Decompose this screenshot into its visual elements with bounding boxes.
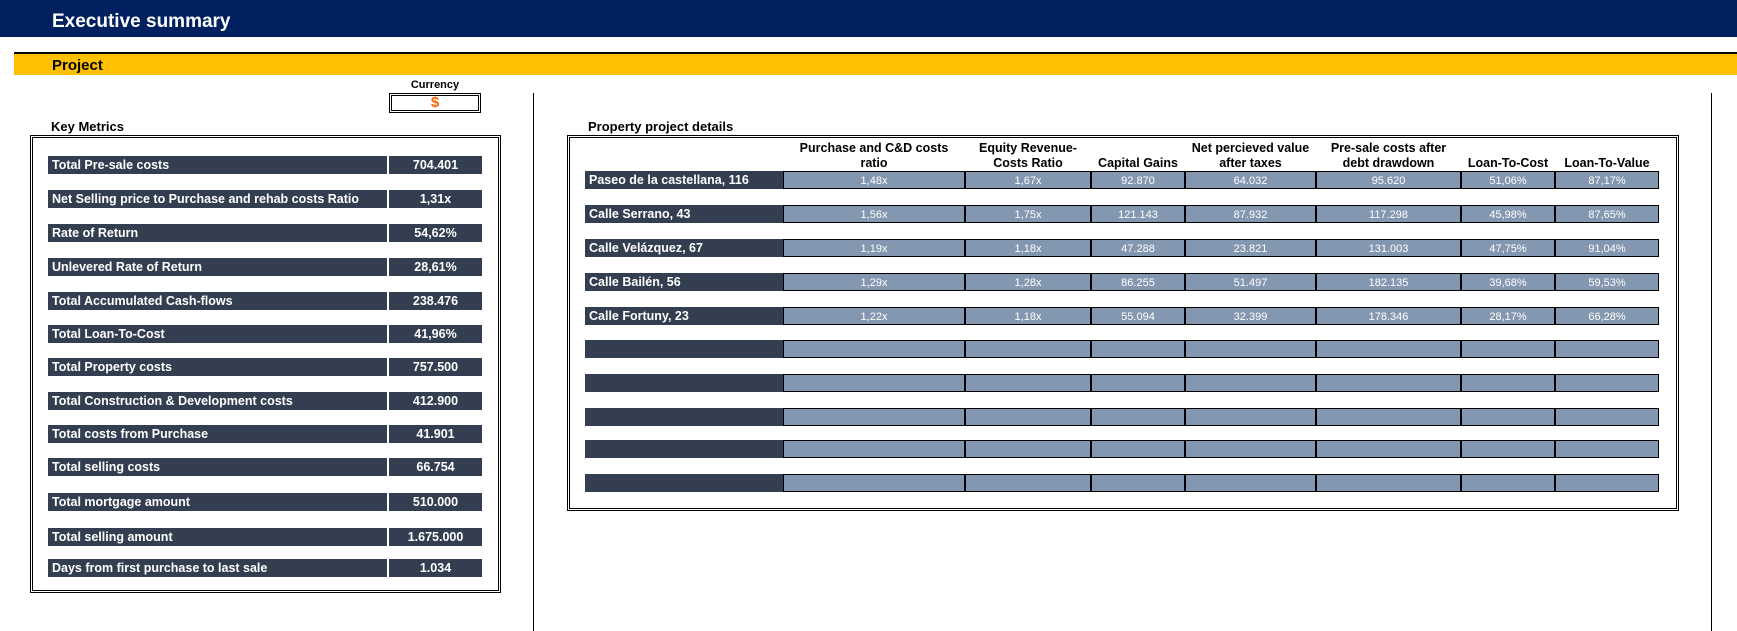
property-cell: 47,75%	[1461, 239, 1555, 257]
property-cell: 1,28x	[965, 273, 1091, 291]
property-cell	[1185, 474, 1316, 492]
property-cell	[965, 474, 1091, 492]
property-cell: 87,65%	[1555, 205, 1659, 223]
metric-row	[48, 258, 482, 276]
currency-label: Currency	[410, 79, 460, 91]
metric-label: Total Accumulated Cash-flows	[48, 292, 387, 310]
metric-row	[48, 458, 482, 476]
property-cell	[1461, 408, 1555, 426]
property-cell	[1555, 408, 1659, 426]
property-cell	[1316, 340, 1461, 358]
column-header-line1	[1555, 141, 1659, 156]
property-cell	[1091, 474, 1185, 492]
property-cell	[783, 440, 965, 458]
property-cell	[1555, 340, 1659, 358]
column-header-line2: ratio	[860, 156, 888, 170]
metric-value: 28,61%	[389, 258, 482, 276]
metric-value: 41.901	[389, 425, 482, 443]
column-header-line1	[1091, 141, 1185, 156]
metric-value: 757.500	[389, 358, 482, 376]
metric-row	[48, 392, 482, 410]
property-name: Paseo de la castellana, 116	[585, 171, 783, 189]
property-cell	[1316, 440, 1461, 458]
property-row	[585, 474, 1659, 492]
property-cell	[1316, 474, 1461, 492]
property-cell	[1091, 440, 1185, 458]
property-row	[585, 408, 1659, 426]
property-cell: 86.255	[1091, 273, 1185, 291]
property-cell	[783, 408, 965, 426]
property-cell	[1461, 340, 1555, 358]
metric-label: Rate of Return	[48, 224, 387, 242]
property-row	[585, 171, 1659, 189]
property-cell	[965, 440, 1091, 458]
property-cell	[1091, 408, 1185, 426]
property-cell: 91,04%	[1555, 239, 1659, 257]
property-cell: 1,18x	[965, 307, 1091, 325]
property-cell	[783, 374, 965, 392]
metric-row	[48, 190, 482, 208]
header-bar	[0, 0, 1737, 37]
property-cell	[1461, 374, 1555, 392]
property-cell: 45,98%	[1461, 205, 1555, 223]
column-header-line2: debt drawdown	[1342, 156, 1435, 170]
project-bar	[14, 52, 1737, 75]
property-cell	[783, 474, 965, 492]
property-row	[585, 205, 1659, 223]
property-row	[585, 273, 1659, 291]
property-cell	[1185, 440, 1316, 458]
property-cell: 59,53%	[1555, 273, 1659, 291]
metric-value: 1.675.000	[389, 528, 482, 546]
property-row	[585, 440, 1659, 458]
property-cell	[1091, 374, 1185, 392]
column-header-line1: Equity Revenue-	[979, 141, 1077, 155]
column-header-line2: Capital Gains	[1098, 156, 1178, 170]
metric-label: Total Loan-To-Cost	[48, 325, 387, 343]
property-name: Calle Velázquez, 67	[585, 239, 783, 257]
metric-label: Total Property costs	[48, 358, 387, 376]
metric-label: Total Construction & Development costs	[48, 392, 387, 410]
property-cell: 39,68%	[1461, 273, 1555, 291]
property-cell: 1,29x	[783, 273, 965, 291]
currency-input[interactable]: $	[389, 93, 481, 113]
column-header	[965, 141, 1091, 171]
property-cell: 1,19x	[783, 239, 965, 257]
project-label: Project	[52, 57, 103, 74]
metric-row	[48, 559, 482, 577]
metric-row	[48, 292, 482, 310]
column-header-line1: Pre-sale costs after	[1330, 141, 1447, 155]
property-cell: 117.298	[1316, 205, 1461, 223]
metric-row	[48, 425, 482, 443]
metric-row	[48, 156, 482, 174]
property-cell: 131.003	[1316, 239, 1461, 257]
metric-value: 1,31x	[389, 190, 482, 208]
column-header-line1: Net percieved value	[1191, 141, 1310, 155]
property-name: Calle Serrano, 43	[585, 205, 783, 223]
property-cell: 92.870	[1091, 171, 1185, 189]
metric-value: 238.476	[389, 292, 482, 310]
property-cell: 28,17%	[1461, 307, 1555, 325]
property-cell: 1,48x	[783, 171, 965, 189]
metric-label: Unlevered Rate of Return	[48, 258, 387, 276]
divider-left	[533, 93, 534, 631]
metric-row	[48, 224, 482, 242]
metric-value: 704.401	[389, 156, 482, 174]
property-cell	[1316, 408, 1461, 426]
property-name	[585, 474, 783, 492]
metric-row	[48, 325, 482, 343]
column-header	[1185, 141, 1316, 171]
property-cell	[1091, 340, 1185, 358]
property-cell: 178.346	[1316, 307, 1461, 325]
property-name	[585, 440, 783, 458]
column-header-line2: Loan-To-Value	[1564, 156, 1650, 170]
column-header-line2: Loan-To-Cost	[1467, 156, 1549, 170]
property-name	[585, 340, 783, 358]
property-name: Calle Fortuny, 23	[585, 307, 783, 325]
property-cell	[1316, 374, 1461, 392]
property-row	[585, 374, 1659, 392]
column-header-line2: Costs Ratio	[993, 156, 1063, 170]
property-cell: 1,75x	[965, 205, 1091, 223]
metric-label: Total mortgage amount	[48, 493, 387, 511]
property-name	[585, 374, 783, 392]
property-cell: 182.135	[1316, 273, 1461, 291]
property-cell	[965, 374, 1091, 392]
metric-value: 510.000	[389, 493, 482, 511]
column-header	[1316, 141, 1461, 171]
property-cell	[1555, 474, 1659, 492]
metric-row	[48, 358, 482, 376]
property-cell: 55.094	[1091, 307, 1185, 325]
property-cell	[965, 408, 1091, 426]
metric-label: Net Selling price to Purchase and rehab costs Ratio	[48, 190, 387, 208]
property-cell	[1185, 408, 1316, 426]
property-row	[585, 239, 1659, 257]
metric-label: Total Pre-sale costs	[48, 156, 387, 174]
column-header	[783, 141, 965, 171]
property-cell: 51,06%	[1461, 171, 1555, 189]
property-details-title: Property project details	[588, 119, 734, 134]
metric-label: Total costs from Purchase	[48, 425, 387, 443]
property-cell	[783, 340, 965, 358]
property-cell: 95.620	[1316, 171, 1461, 189]
property-cell: 1,67x	[965, 171, 1091, 189]
property-cell	[1555, 440, 1659, 458]
metric-value: 41,96%	[389, 325, 482, 343]
property-cell	[1185, 340, 1316, 358]
property-cell: 23.821	[1185, 239, 1316, 257]
property-row	[585, 340, 1659, 358]
metric-value: 1.034	[389, 559, 482, 577]
divider-right	[1711, 93, 1712, 631]
property-cell: 64.032	[1185, 171, 1316, 189]
header-gap	[0, 37, 1737, 53]
property-cell: 1,56x	[783, 205, 965, 223]
column-header	[1555, 141, 1659, 171]
column-header-line2: after taxes	[1219, 156, 1282, 170]
property-cell: 1,18x	[965, 239, 1091, 257]
property-cell: 1,22x	[783, 307, 965, 325]
property-cell: 47.288	[1091, 239, 1185, 257]
metric-row	[48, 493, 482, 511]
property-row	[585, 307, 1659, 325]
property-cell: 87,17%	[1555, 171, 1659, 189]
property-name: Calle Bailén, 56	[585, 273, 783, 291]
property-cell: 32.399	[1185, 307, 1316, 325]
property-cell: 66,28%	[1555, 307, 1659, 325]
metric-value: 66.754	[389, 458, 482, 476]
metric-row	[48, 528, 482, 546]
property-cell	[1555, 374, 1659, 392]
property-cell: 87.932	[1185, 205, 1316, 223]
column-header-line1	[1461, 141, 1555, 156]
column-header	[1461, 141, 1555, 171]
property-cell	[965, 340, 1091, 358]
metric-label: Total selling costs	[48, 458, 387, 476]
property-name	[585, 408, 783, 426]
column-header	[1091, 141, 1185, 171]
metric-value: 54,62%	[389, 224, 482, 242]
property-cell: 51.497	[1185, 273, 1316, 291]
property-cell	[1185, 374, 1316, 392]
page-title: Executive summary	[52, 11, 231, 32]
property-cell	[1461, 440, 1555, 458]
column-header-line1: Purchase and C&D costs	[799, 141, 949, 155]
property-cell	[1461, 474, 1555, 492]
metric-value: 412.900	[389, 392, 482, 410]
key-metrics-title: Key Metrics	[51, 119, 124, 134]
metric-label: Total selling amount	[48, 528, 387, 546]
property-cell: 121.143	[1091, 205, 1185, 223]
metric-label: Days from first purchase to last sale	[48, 559, 387, 577]
